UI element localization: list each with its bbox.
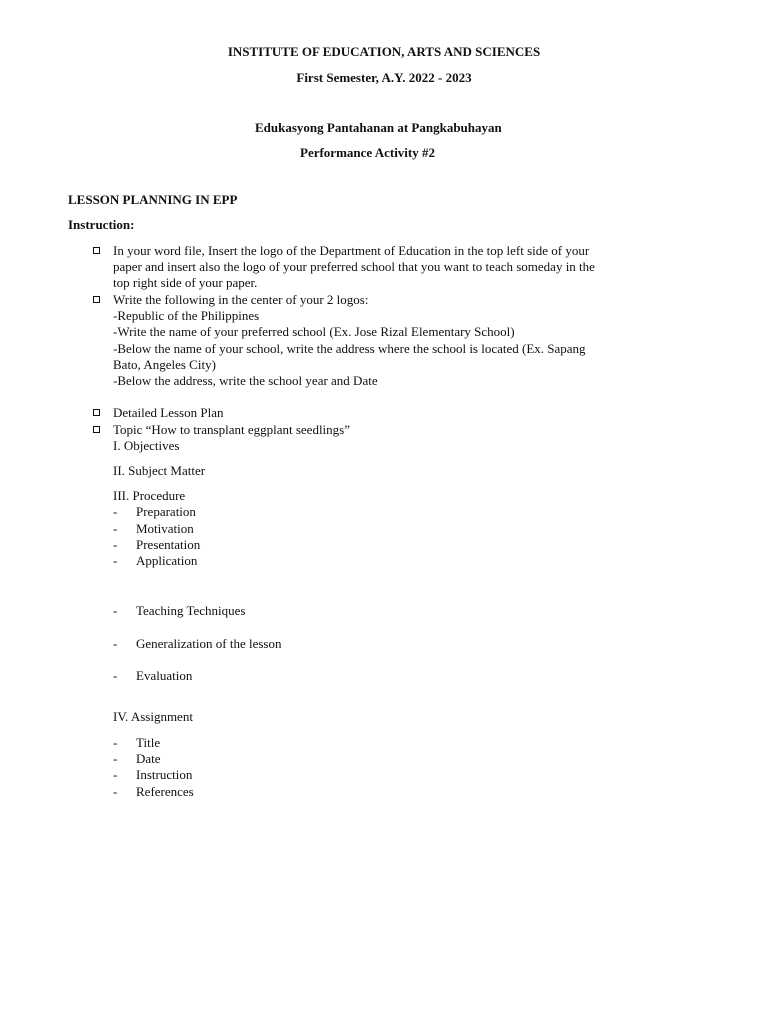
subject-title: Edukasyong Pantahanan at Pangkabuhayan: [255, 120, 502, 135]
checkbox-bullet: [93, 296, 100, 303]
dash-bullet: -: [113, 537, 118, 552]
generalization: Generalization of the lesson: [136, 636, 282, 651]
assignment-item: References: [136, 784, 194, 799]
assignment-item: Instruction: [136, 767, 193, 782]
dash-bullet: -: [113, 636, 118, 651]
item2-line2: -Republic of the Philippines: [113, 308, 260, 323]
dash-bullet: -: [113, 784, 118, 799]
dash-bullet: -: [113, 553, 118, 568]
section-title: LESSON PLANNING IN EPP: [68, 192, 238, 207]
subject-matter-heading: II. Subject Matter: [113, 463, 206, 478]
procedure-step: Preparation: [136, 504, 196, 519]
dash-bullet: -: [113, 668, 118, 683]
semester-line: First Semester, A.Y. 2022 - 2023: [296, 70, 472, 85]
instruction-label: Instruction:: [68, 217, 135, 232]
item2-line4: -Below the name of your school, write the address where the school is located (Ex. Sapang: [113, 341, 586, 356]
checkbox-bullet: [93, 247, 100, 254]
dash-bullet: -: [113, 735, 118, 750]
checkbox-bullet: [93, 409, 100, 416]
assignment-heading: IV. Assignment: [113, 709, 193, 724]
assignment-item: Date: [136, 751, 161, 766]
item1-line1: In your word file, Insert the logo of the Department of Education in the top left side of your: [113, 243, 590, 258]
item2-line3: -Write the name of your preferred school (Ex. Jose Rizal Elementary School): [113, 324, 515, 339]
dash-bullet: -: [113, 521, 118, 536]
teaching-techniques: Teaching Techniques: [136, 603, 246, 618]
evaluation: Evaluation: [136, 668, 193, 683]
procedure-step: Motivation: [136, 521, 194, 536]
item2-line1: Write the following in the center of your 2 logos:: [113, 292, 369, 307]
dash-bullet: -: [113, 767, 118, 782]
procedure-step: Presentation: [136, 537, 201, 552]
activity-title: Performance Activity #2: [300, 145, 436, 160]
assignment-item: Title: [136, 735, 161, 750]
item2-line5: Bato, Angeles City): [113, 357, 216, 372]
item2-line6: -Below the address, write the school year and Date: [113, 373, 378, 388]
procedure-step: Application: [136, 553, 198, 568]
item1-line2: paper and insert also the logo of your preferred school that you want to teach someday in the: [113, 259, 595, 274]
item1-line3: top right side of your paper.: [113, 275, 258, 290]
checkbox-bullet: [93, 426, 100, 433]
item4-text: Topic “How to transplant eggplant seedlings”: [113, 422, 351, 437]
item3-text: Detailed Lesson Plan: [113, 405, 224, 420]
procedure-heading: III. Procedure: [113, 488, 186, 503]
objectives-heading: I. Objectives: [113, 438, 180, 453]
dash-bullet: -: [113, 751, 118, 766]
dash-bullet: -: [113, 603, 118, 618]
dash-bullet: -: [113, 504, 118, 519]
institute-title: INSTITUTE OF EDUCATION, ARTS AND SCIENCES: [227, 44, 541, 59]
